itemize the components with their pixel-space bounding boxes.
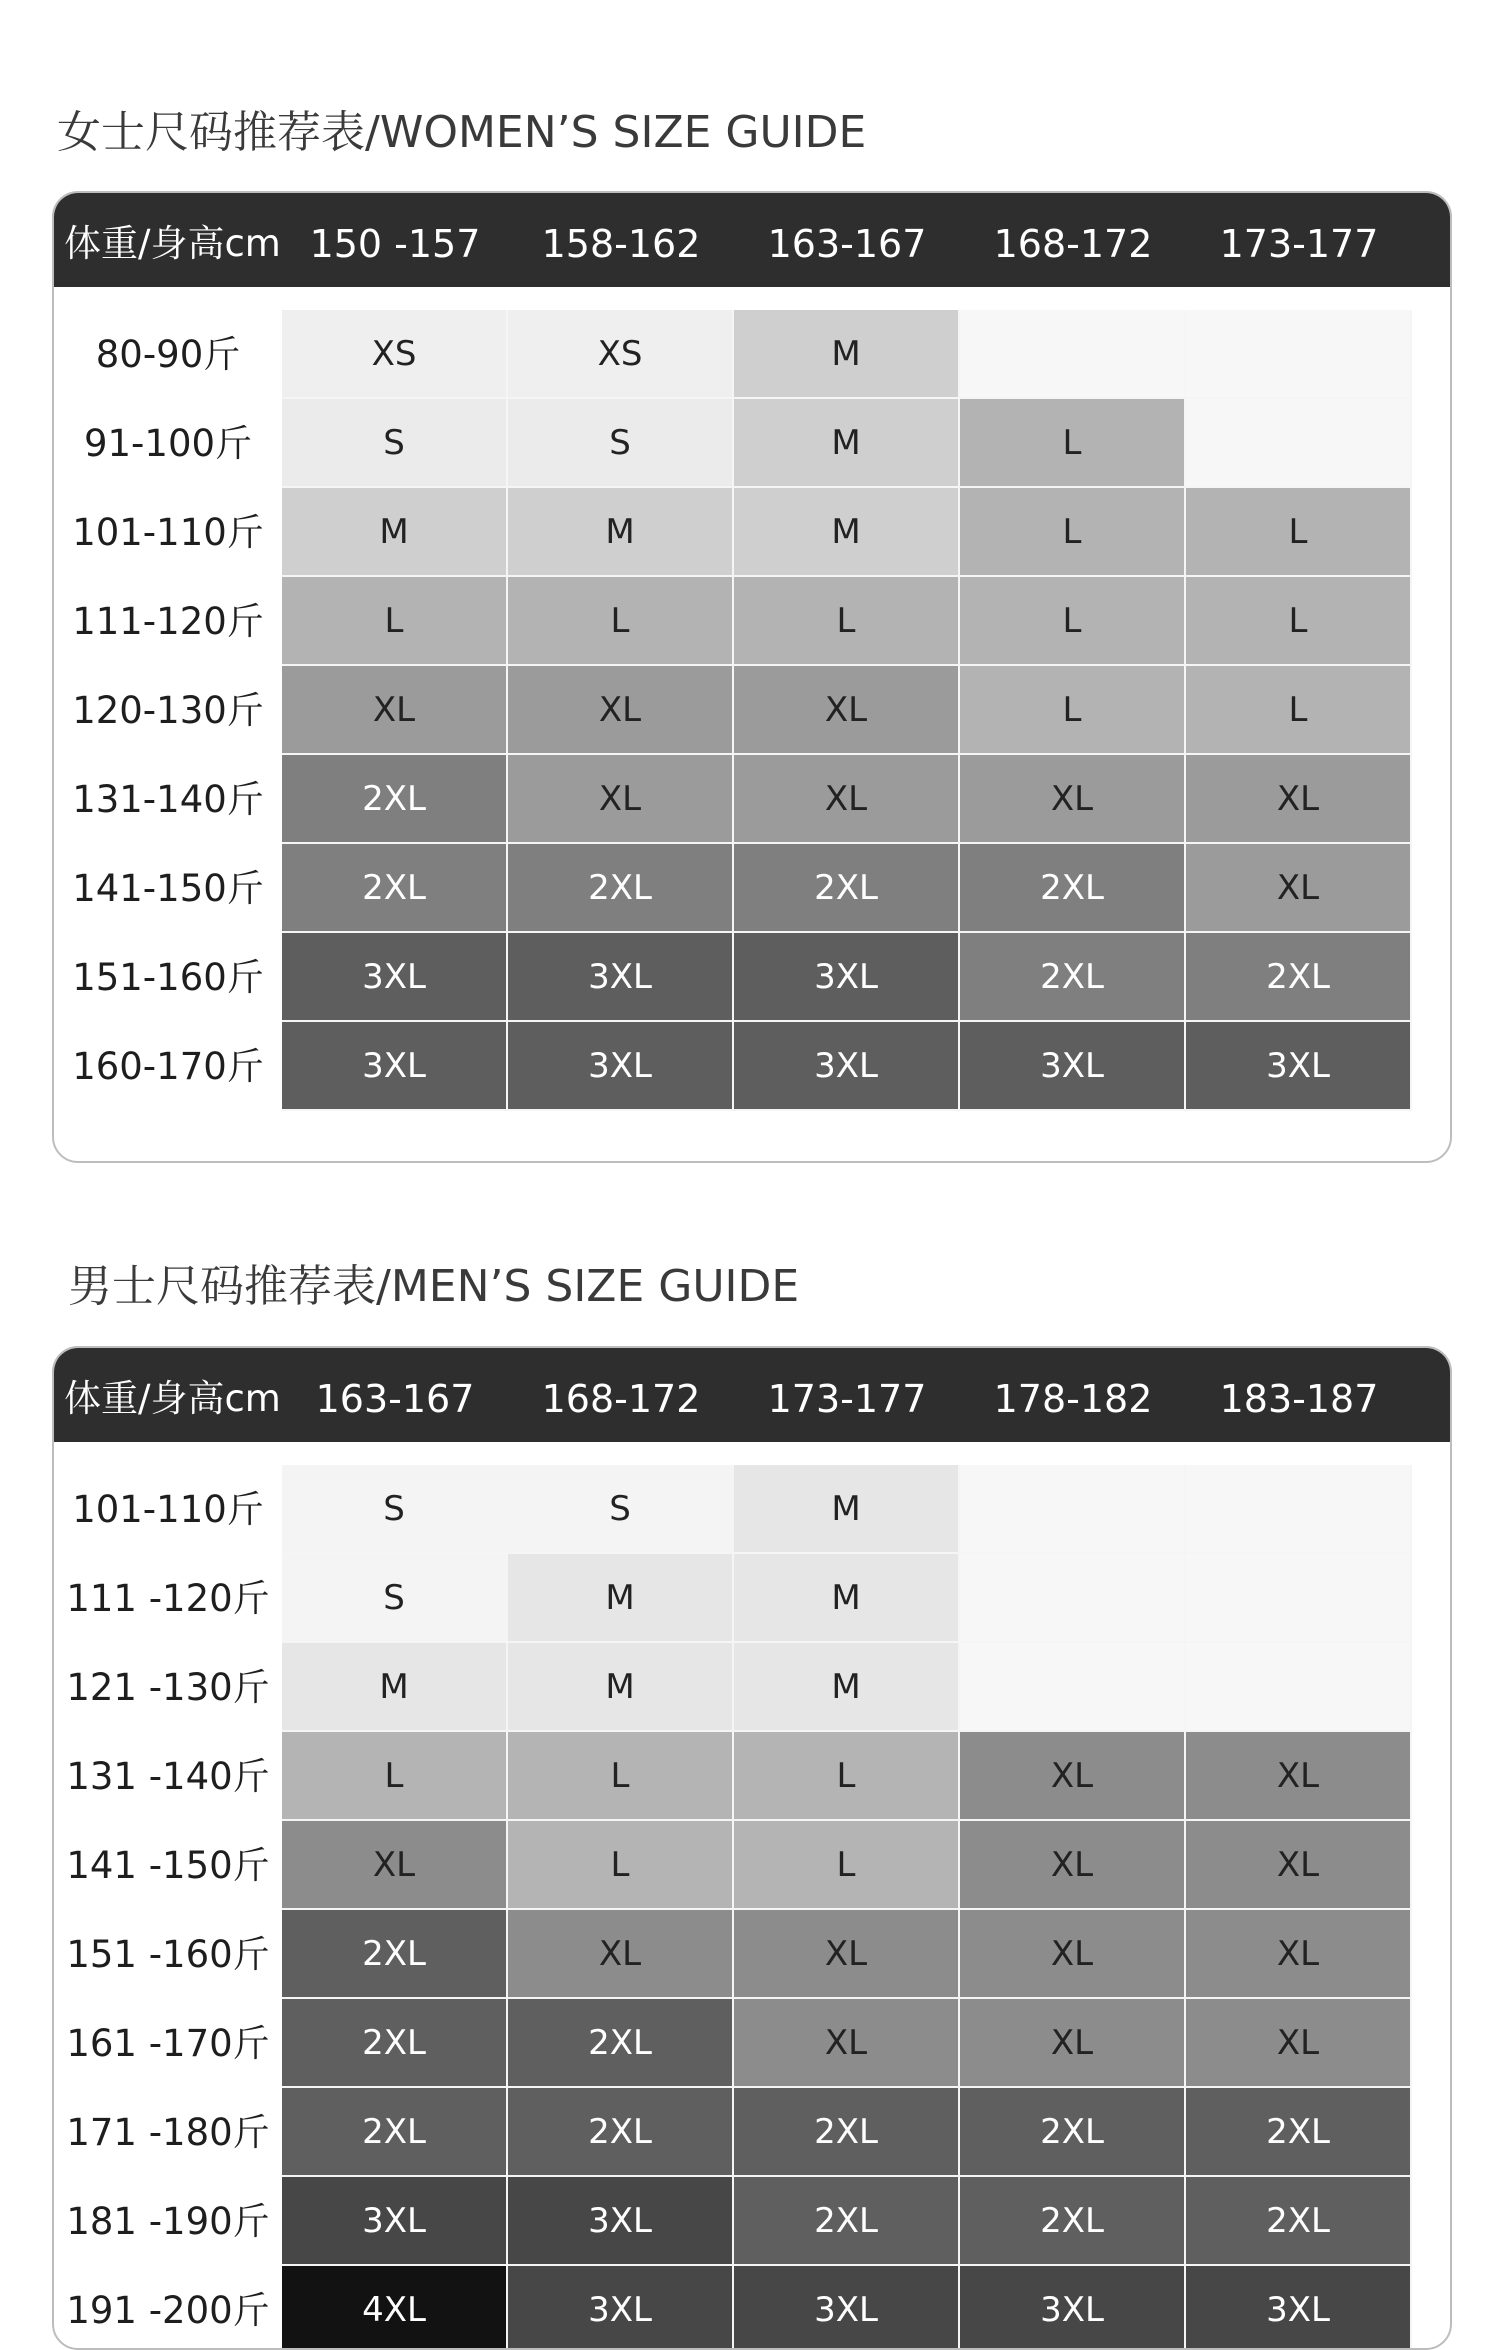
size-cell: XL: [1186, 1821, 1412, 1910]
size-cell: 2XL: [282, 1999, 508, 2088]
size-cell: 3XL: [508, 2177, 734, 2266]
size-cell: XS: [508, 310, 734, 399]
size-cell: 3XL: [734, 1022, 960, 1111]
size-cell: XL: [1186, 1910, 1412, 1999]
size-cell: L: [508, 1732, 734, 1821]
size-cell: XL: [960, 1999, 1186, 2088]
row-label-weight: 160-170斤: [72, 1045, 264, 1088]
size-cell: XL: [508, 666, 734, 755]
size-cell: 2XL: [1186, 933, 1412, 1022]
size-cell: L: [734, 1732, 960, 1821]
column-header-height: 150 -157: [309, 222, 481, 266]
size-cell: 2XL: [1186, 2177, 1412, 2266]
size-cell: 2XL: [960, 2177, 1186, 2266]
size-cell: 2XL: [508, 2088, 734, 2177]
column-header-height: 178-182: [993, 1377, 1153, 1421]
size-cell: 2XL: [282, 2088, 508, 2177]
size-cell: 3XL: [508, 933, 734, 1022]
size-cell: [960, 1554, 1186, 1643]
size-cell: L: [734, 577, 960, 666]
row-label-weight: 131 -140斤: [66, 1755, 270, 1798]
size-cell: XL: [1186, 1732, 1412, 1821]
size-cell: M: [508, 1554, 734, 1643]
size-cell: 3XL: [508, 2266, 734, 2350]
row-label-weight: 141-150斤: [72, 867, 264, 910]
size-cell: XL: [1186, 1999, 1412, 2088]
size-cell: XS: [282, 310, 508, 399]
row-label-weight: 91-100斤: [83, 422, 253, 465]
size-cell: 2XL: [282, 755, 508, 844]
row-label-weight: 161 -170斤: [66, 2022, 270, 2065]
size-cell: M: [282, 488, 508, 577]
row-label-weight: 151-160斤: [72, 956, 264, 999]
women-table-header: [54, 193, 1450, 287]
size-cell: L: [508, 577, 734, 666]
size-cell: 3XL: [1186, 2266, 1412, 2350]
size-cell: [960, 1643, 1186, 1732]
size-cell: 2XL: [282, 1910, 508, 1999]
size-cell: [1186, 399, 1412, 488]
row-label-weight: 181 -190斤: [66, 2200, 270, 2243]
size-cell: M: [734, 1465, 960, 1554]
size-cell: XL: [508, 1910, 734, 1999]
size-cell: L: [960, 399, 1186, 488]
size-cell: XL: [960, 1732, 1186, 1821]
row-label-weight: 141 -150斤: [66, 1844, 270, 1887]
row-label-weight: 101-110斤: [72, 511, 264, 554]
column-header-height: 163-167: [767, 222, 927, 266]
size-cell: 2XL: [960, 933, 1186, 1022]
men-size-guide-title: 男士尺码推荐表/MEN’S SIZE GUIDE: [68, 1261, 800, 1312]
size-cell: M: [282, 1643, 508, 1732]
column-header-height: 163-167: [315, 1377, 475, 1421]
women-size-table: [52, 191, 1452, 1163]
size-cell: M: [734, 399, 960, 488]
row-label-weight: 151 -160斤: [66, 1933, 270, 1976]
size-cell: 2XL: [1186, 2088, 1412, 2177]
column-header-height: 173-177: [1219, 222, 1379, 266]
size-cell: XL: [1186, 844, 1412, 933]
size-cell: [960, 1465, 1186, 1554]
size-cell: M: [734, 1643, 960, 1732]
column-header-height: 168-172: [541, 1377, 701, 1421]
row-label-weight: 131-140斤: [72, 778, 264, 821]
size-cell: 3XL: [734, 933, 960, 1022]
size-cell: XL: [282, 666, 508, 755]
row-label-weight: 80-90斤: [95, 333, 241, 376]
size-cell: 3XL: [960, 1022, 1186, 1111]
row-label-weight: 101-110斤: [72, 1488, 264, 1531]
column-header-height: 158-162: [541, 222, 701, 266]
size-cell: L: [1186, 488, 1412, 577]
size-cell: XL: [734, 1910, 960, 1999]
size-cell: L: [960, 488, 1186, 577]
size-cell: XL: [1186, 755, 1412, 844]
size-cell: 3XL: [960, 2266, 1186, 2350]
size-cell: S: [282, 399, 508, 488]
size-cell: 2XL: [734, 2088, 960, 2177]
size-cell: M: [734, 1554, 960, 1643]
size-cell: 2XL: [960, 2088, 1186, 2177]
size-cell: 3XL: [1186, 1022, 1412, 1111]
size-cell: L: [1186, 577, 1412, 666]
size-cell: 2XL: [960, 844, 1186, 933]
size-cell: [1186, 310, 1412, 399]
size-cell: 2XL: [508, 844, 734, 933]
size-cell: M: [734, 310, 960, 399]
row-label-weight: 121 -130斤: [66, 1666, 270, 1709]
size-cell: XL: [734, 666, 960, 755]
size-cell: L: [734, 1821, 960, 1910]
size-cell: L: [1186, 666, 1412, 755]
size-cell: L: [282, 577, 508, 666]
column-header-height: 173-177: [767, 1377, 927, 1421]
size-cell: XL: [508, 755, 734, 844]
size-cell: XL: [960, 1821, 1186, 1910]
size-cell: [1186, 1554, 1412, 1643]
size-cell: S: [282, 1465, 508, 1554]
size-cell: 4XL: [282, 2266, 508, 2350]
size-cell: M: [508, 1643, 734, 1732]
men-size-table: [52, 1346, 1452, 2350]
size-cell: S: [282, 1554, 508, 1643]
size-cell: L: [282, 1732, 508, 1821]
size-cell: 3XL: [282, 2177, 508, 2266]
size-cell: XL: [960, 755, 1186, 844]
size-cell: S: [508, 1465, 734, 1554]
row-label-weight: 111 -120斤: [66, 1577, 270, 1620]
size-cell: S: [508, 399, 734, 488]
row-label-weight: 111-120斤: [72, 600, 264, 643]
size-cell: XL: [734, 755, 960, 844]
size-cell: XL: [734, 1999, 960, 2088]
size-cell: 2XL: [734, 2177, 960, 2266]
size-cell: 3XL: [734, 2266, 960, 2350]
size-cell: XL: [282, 1821, 508, 1910]
men-table-header: [54, 1348, 1450, 1442]
size-cell: L: [960, 577, 1186, 666]
size-cell: 3XL: [282, 933, 508, 1022]
column-header-height: 183-187: [1219, 1377, 1379, 1421]
women-size-guide-title: 女士尺码推荐表/WOMEN’S SIZE GUIDE: [57, 107, 867, 158]
size-cell: M: [734, 488, 960, 577]
size-cell: 2XL: [734, 844, 960, 933]
size-cell: [1186, 1465, 1412, 1554]
header-weight-height-label: 体重/身高cm: [64, 1377, 281, 1420]
header-weight-height-label: 体重/身高cm: [64, 222, 281, 265]
size-cell: 2XL: [508, 1999, 734, 2088]
row-label-weight: 120-130斤: [72, 689, 264, 732]
size-cell: L: [508, 1821, 734, 1910]
size-cell: M: [508, 488, 734, 577]
size-cell: XL: [960, 1910, 1186, 1999]
row-label-weight: 191 -200斤: [66, 2289, 270, 2332]
size-cell: 2XL: [282, 844, 508, 933]
size-cell: [1186, 1643, 1412, 1732]
size-cell: 3XL: [508, 1022, 734, 1111]
size-cell: 3XL: [282, 1022, 508, 1111]
size-cell: [960, 310, 1186, 399]
size-cell: L: [960, 666, 1186, 755]
row-label-weight: 171 -180斤: [66, 2111, 270, 2154]
column-header-height: 168-172: [993, 222, 1153, 266]
